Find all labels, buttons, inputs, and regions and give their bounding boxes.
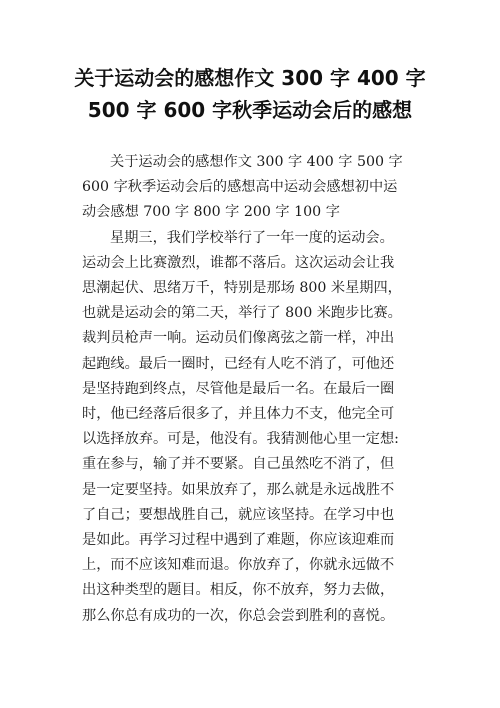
paragraph-line: 也就是运动会的第二天，举行了 800 米跑步比赛。 <box>82 305 402 322</box>
document-body <box>82 150 428 629</box>
paragraph-1 <box>82 150 428 226</box>
paragraph-line: 了自己；要想战胜自己，就应该坚持。在学习中也 <box>82 506 395 523</box>
document-title <box>40 62 460 126</box>
paragraph-line: 动会感想 700 字 800 字 200 字 100 字 <box>82 204 340 221</box>
paragraph-2 <box>82 226 428 629</box>
paragraph-line: 是一定要坚持。如果放弃了，那么就是永远战胜不 <box>82 481 395 498</box>
paragraph-line: 时，他已经落后很多了，并且体力不支，他完全可 <box>82 406 395 423</box>
paragraph-line: 裁判员枪声一响。运动员们像离弦之箭一样，冲出 <box>82 330 395 347</box>
paragraph-line: 关于运动会的感想作文 300 字 400 字 500 字 <box>110 154 403 170</box>
paragraph-line: 是坚持跑到终点，尽管他是最后一名。在最后一圈 <box>82 380 395 397</box>
title-line-1: 关于运动会的感想作文 300 字 400 字 <box>74 66 426 90</box>
title-line-2: 500 字 600 字秋季运动会后的感想 <box>87 98 413 122</box>
paragraph-line: 以选择放弃。可是，他没有。我猜测他心里一定想: <box>82 431 399 448</box>
paragraph-line: 600 字秋季运动会后的感想高中运动会感想初中运 <box>82 179 398 196</box>
paragraph-line: 那么你总有成功的一次，你总会尝到胜利的喜悦。 <box>82 607 395 624</box>
paragraph-line: 运动会上比赛激烈，谁都不落后。这次运动会让我 <box>82 254 395 271</box>
paragraph-line: 重在参与，输了并不要紧。自己虽然吃不消了，但 <box>82 456 395 473</box>
paragraph-line: 起跑线。最后一圈时，已经有人吃不消了，可他还 <box>82 355 395 372</box>
paragraph-line: 是如此。再学习过程中遇到了难题，你应该迎难而 <box>82 532 395 549</box>
paragraph-line: 上，而不应该知难而退。你放弃了，你就永远做不 <box>82 557 395 574</box>
paragraph-line: 思潮起伏、思绪万千，特别是那场 800 米星期四， <box>82 280 402 297</box>
paragraph-line: 出这种类型的题目。相反，你不放弃，努力去做， <box>82 582 395 599</box>
paragraph-line: 星期三，我们学校举行了一年一度的运动会。 <box>110 229 394 246</box>
